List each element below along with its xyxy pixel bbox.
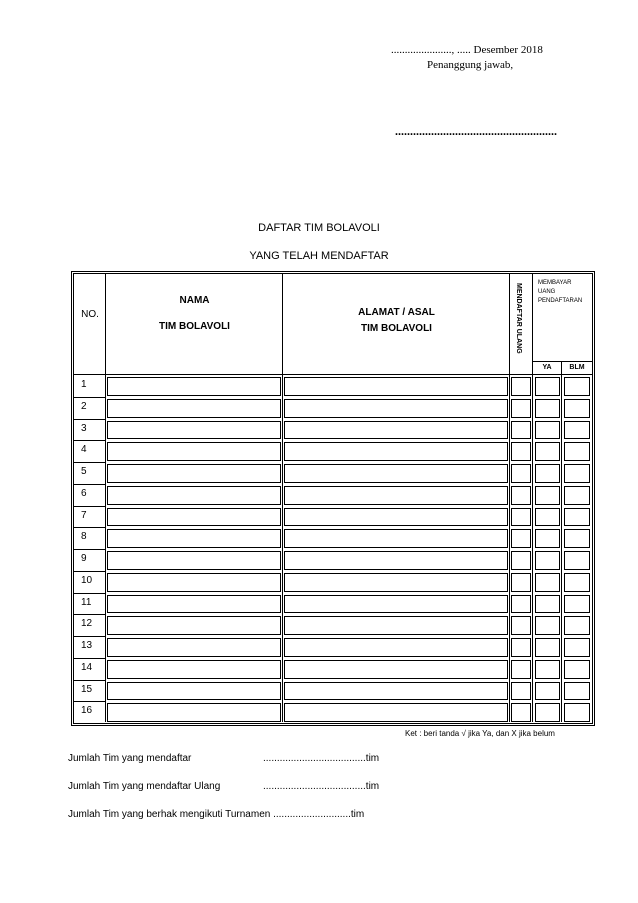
reregister-cell[interactable] (511, 421, 531, 440)
name-cell[interactable] (107, 421, 281, 440)
row-divider (73, 462, 105, 463)
header-payment-3: PENDAFTARAN (538, 298, 583, 304)
row-divider (73, 549, 105, 550)
row-number: 11 (81, 596, 92, 608)
row-number: 9 (81, 553, 87, 564)
not-paid-cell[interactable] (564, 508, 590, 527)
row-number: 15 (81, 683, 93, 695)
yes-cell[interactable] (535, 595, 560, 614)
row-number: 16 (81, 705, 93, 717)
name-cell[interactable] (107, 660, 281, 679)
row-divider (73, 636, 105, 637)
not-paid-cell[interactable] (564, 399, 590, 418)
not-paid-cell[interactable] (564, 442, 590, 461)
row-number: 5 (81, 466, 87, 477)
registration-table (71, 271, 595, 726)
header-yes: YA (542, 364, 552, 371)
reregister-cell[interactable] (511, 377, 531, 396)
name-cell[interactable] (107, 616, 281, 635)
not-paid-cell[interactable] (564, 421, 590, 440)
yes-cell[interactable] (535, 377, 560, 396)
row-divider (73, 440, 105, 441)
col-divider-no (105, 273, 106, 722)
row-divider (73, 614, 105, 615)
col-divider-address (509, 273, 510, 722)
row-divider (73, 527, 105, 528)
yes-cell[interactable] (535, 464, 560, 483)
row-divider (73, 484, 105, 485)
address-cell[interactable] (284, 638, 508, 657)
reregister-cell[interactable] (511, 508, 531, 527)
legend-note: Ket : beri tanda √ jika Ya, dan X jika belum (405, 729, 555, 738)
yes-cell[interactable] (535, 399, 560, 418)
address-cell[interactable] (284, 660, 508, 679)
name-cell[interactable] (107, 703, 281, 722)
header-address-top: ALAMAT / ASAL (358, 307, 435, 318)
name-cell[interactable] (107, 377, 281, 396)
header-separator (73, 374, 592, 375)
row-number: 12 (81, 618, 93, 630)
not-paid-cell[interactable] (564, 638, 590, 657)
payment-subheader-separator (532, 361, 592, 362)
row-divider (73, 506, 105, 507)
yes-cell[interactable] (535, 529, 560, 548)
not-paid-cell[interactable] (564, 682, 590, 701)
name-cell[interactable] (107, 595, 281, 614)
name-cell[interactable] (107, 464, 281, 483)
address-cell[interactable] (284, 399, 508, 418)
summary-registered-value[interactable]: .....................................tim (263, 753, 380, 764)
not-paid-cell[interactable] (564, 529, 590, 548)
document-title: DAFTAR TIM BOLAVOLI (258, 222, 380, 234)
not-paid-cell[interactable] (564, 703, 590, 722)
address-cell[interactable] (284, 573, 508, 592)
header-reregister: MENDAFTAR ULANG (515, 283, 522, 354)
not-paid-cell[interactable] (564, 573, 590, 592)
name-cell[interactable] (107, 508, 281, 527)
yes-cell[interactable] (535, 442, 560, 461)
name-cell[interactable] (107, 638, 281, 657)
summary-registered-label: Jumlah Tim yang mendaftar (68, 753, 192, 764)
row-divider (73, 680, 105, 681)
row-divider (73, 723, 105, 724)
name-cell[interactable] (107, 486, 281, 505)
date-line: ......................, ..... Desember 2018 (391, 44, 543, 56)
row-number: 8 (81, 531, 87, 543)
yes-cell[interactable] (535, 486, 560, 505)
row-number: 14 (81, 661, 93, 673)
row-number: 6 (81, 487, 87, 499)
reregister-cell[interactable] (511, 529, 531, 548)
yes-cell[interactable] (535, 551, 560, 570)
not-paid-cell[interactable] (564, 486, 590, 505)
row-divider (73, 571, 105, 572)
reregister-cell[interactable] (511, 595, 531, 614)
row-number: 1 (81, 379, 87, 390)
address-cell[interactable] (284, 377, 508, 396)
name-cell[interactable] (107, 573, 281, 592)
yes-cell[interactable] (535, 508, 560, 527)
not-paid-cell[interactable] (564, 660, 590, 679)
reregister-cell[interactable] (511, 486, 531, 505)
yes-cell[interactable] (535, 616, 560, 635)
name-cell[interactable] (107, 682, 281, 701)
row-number: 7 (81, 509, 87, 521)
document-subtitle: YANG TELAH MENDAFTAR (249, 250, 389, 262)
reregister-cell[interactable] (511, 616, 531, 635)
address-cell[interactable] (284, 529, 508, 548)
yes-cell[interactable] (535, 703, 560, 722)
reregister-cell[interactable] (511, 551, 531, 570)
yes-cell[interactable] (535, 660, 560, 679)
name-cell[interactable] (107, 529, 281, 548)
header-payment-2: UANG (538, 289, 556, 295)
yes-cell[interactable] (535, 682, 560, 701)
not-paid-cell[interactable] (564, 616, 590, 635)
responsible-label: Penanggung jawab, (427, 59, 514, 71)
row-divider (73, 593, 105, 594)
address-cell[interactable] (284, 442, 508, 461)
name-cell[interactable] (107, 551, 281, 570)
address-cell[interactable] (284, 464, 508, 483)
summary-reregistered-value[interactable]: .....................................tim (263, 781, 380, 792)
reregister-cell[interactable] (511, 638, 531, 657)
row-number: 3 (81, 422, 87, 434)
not-paid-cell[interactable] (564, 551, 590, 570)
reregister-cell[interactable] (511, 399, 531, 418)
row-number: 13 (81, 640, 93, 651)
reregister-cell[interactable] (511, 573, 531, 592)
not-paid-cell[interactable] (564, 464, 590, 483)
col-divider-payment (561, 361, 562, 722)
not-paid-cell[interactable] (564, 595, 590, 614)
address-cell[interactable] (284, 486, 508, 505)
reregister-cell[interactable] (511, 703, 531, 722)
name-cell[interactable] (107, 399, 281, 418)
address-cell[interactable] (284, 421, 508, 440)
address-cell[interactable] (284, 551, 508, 570)
row-divider (73, 701, 105, 702)
address-cell[interactable] (284, 508, 508, 527)
yes-cell[interactable] (535, 638, 560, 657)
reregister-cell[interactable] (511, 442, 531, 461)
address-cell[interactable] (284, 616, 508, 635)
col-divider-name (282, 273, 283, 722)
row-divider (73, 419, 105, 420)
header-name-top: NAMA (179, 295, 210, 306)
yes-cell[interactable] (535, 421, 560, 440)
address-cell[interactable] (284, 595, 508, 614)
header-name-bottom: TIM BOLAVOLI (159, 321, 230, 332)
reregister-cell[interactable] (511, 464, 531, 483)
reregister-cell[interactable] (511, 682, 531, 701)
header-payment-1: MEMBAYAR (538, 280, 572, 286)
row-number: 10 (81, 574, 93, 586)
reregister-cell[interactable] (511, 660, 531, 679)
yes-cell[interactable] (535, 573, 560, 592)
row-number: 4 (81, 444, 87, 456)
address-cell[interactable] (284, 703, 508, 722)
name-cell[interactable] (107, 442, 281, 461)
row-divider (73, 658, 105, 659)
row-divider (73, 397, 105, 398)
header-address-bottom: TIM BOLAVOLI (361, 323, 432, 334)
not-paid-cell[interactable] (564, 377, 590, 396)
row-number: 2 (81, 400, 87, 412)
col-divider-reregister (532, 273, 533, 722)
signature-line: ...................................................... (395, 124, 557, 138)
address-cell[interactable] (284, 682, 508, 701)
header-not-paid: BLM (569, 364, 585, 371)
summary-reregistered-label: Jumlah Tim yang mendaftar Ulang (68, 781, 221, 792)
header-no: NO. (81, 309, 99, 320)
summary-eligible-line[interactable]: Jumlah Tim yang berhak mengikuti Turnamen ............................tim (68, 809, 365, 820)
